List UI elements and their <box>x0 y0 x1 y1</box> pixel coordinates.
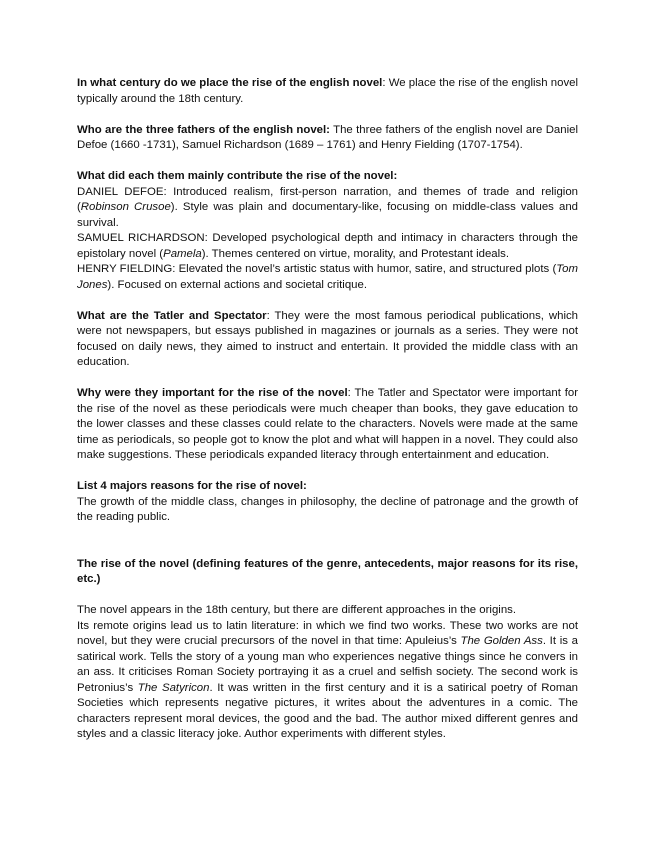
essay-p2-text-a: Its remote origins lead us to latin literature: in which we find two works. These two works are not novel, but they were crucial precursors of the novel in that time: Apuleius’s <box>77 619 578 647</box>
essay-paragraph-2 <box>77 619 578 743</box>
q3-richardson-text-after: ). Themes centered on virtue, morality, and Protestant ideals. <box>201 247 510 260</box>
essay-work-satyricon: The Satyricon <box>137 681 210 694</box>
q3-defoe-text-after: ). Style was plain and documentary-like, focusing on middle-class values and survival. <box>77 201 578 229</box>
essay-heading: The rise of the novel (defining features of the genre, antecedents, major reasons for its rise, etc.) <box>77 557 578 585</box>
document-page <box>77 76 578 743</box>
q3-richardson-work: Pamela <box>163 247 202 260</box>
q4-question: What are the Tatler and Spectator <box>77 309 267 322</box>
essay-work-golden-ass: The Golden Ass <box>460 635 543 647</box>
q3-richardson-text: SAMUEL RICHARDSON: Developed psychological depth and intimacy in characters through the epistolary novel ( <box>77 232 578 260</box>
q1-paragraph <box>77 76 578 107</box>
q3-defoe-work: Robinson Crusoe <box>80 201 171 213</box>
q1-answer: : We place the rise of the english novel typically around the 18th century. <box>77 77 578 105</box>
q4-answer: : They were the most famous periodical publications, which were not newspapers, but essays published in magazines or journals as a series. They were not focused on daily news, they aimed to instruct and entertain. It provided the middle class with an education. <box>77 309 578 368</box>
q4-paragraph <box>77 309 578 371</box>
essay-paragraph-1: The novel appears in the 18th century, but there are different approaches in the origins. <box>77 604 517 616</box>
q3-richardson <box>77 231 578 262</box>
q3-fielding-work: Tom Jones <box>77 263 578 291</box>
q2-question: Who are the three fathers of the english novel: <box>77 123 330 136</box>
q2-paragraph <box>77 123 578 154</box>
q3-fielding-text-after: ). Focused on external actions and societal critique. <box>107 278 367 291</box>
q6-question: List 4 majors reasons for the rise of novel: <box>77 480 307 492</box>
q5-paragraph <box>77 386 578 464</box>
q3-defoe <box>77 185 578 232</box>
q3-fielding-text: HENRY FIELDING: Elevated the novel’s artistic status with humor, satire, and structured plots ( <box>77 263 557 275</box>
q1-question: In what century do we place the rise of the english novel <box>77 77 383 89</box>
q2-answer: The three fathers of the english novel are Daniel Defoe (1660 -1731), Samuel Richardson (1689 – 1761) and Henry Fielding (1707-1754). <box>77 123 578 151</box>
essay-p2-text-b: . It is a satirical work. Tells the story of a young man who experiences negative things since he convers in an ass. It criticises Roman Society portraying it as a cruel and selfish society. The second work is Petronius’s <box>77 635 578 694</box>
q3-defoe-text: DANIEL DEFOE: Introduced realism, first-person narration, and themes of trade and religion ( <box>77 185 578 213</box>
q5-answer: : The Tatler and Spectator were important for the rise of the novel as these periodicals were much cheaper than books, they gave education to the lower classes and these classes could relate to the characters. Novels were made at the same time as periodicals, so people got to know the plot and what will happen in a novel. They could also make suggestions. These periodicals expanded literacy through entertainment and education. <box>77 387 579 461</box>
q6-answer: The growth of the middle class, changes in philosophy, the decline of patronage and the growth of the reading public. <box>77 495 578 523</box>
q5-question: Why were they important for the rise of the novel <box>77 387 348 399</box>
q3-question: What did each them mainly contribute the rise of the novel: <box>77 170 398 182</box>
q3-fielding <box>77 262 578 293</box>
essay-p2-text-c: . It was written in the first century and it is a satirical poetry of Roman Societies which represents negative pictures, it writes about the adventures in a comic. The characters represent moral devices, the good and the bad. The author mixed different genres and styles and a classic literacy joke. Author experiments with different styles. <box>77 681 578 740</box>
